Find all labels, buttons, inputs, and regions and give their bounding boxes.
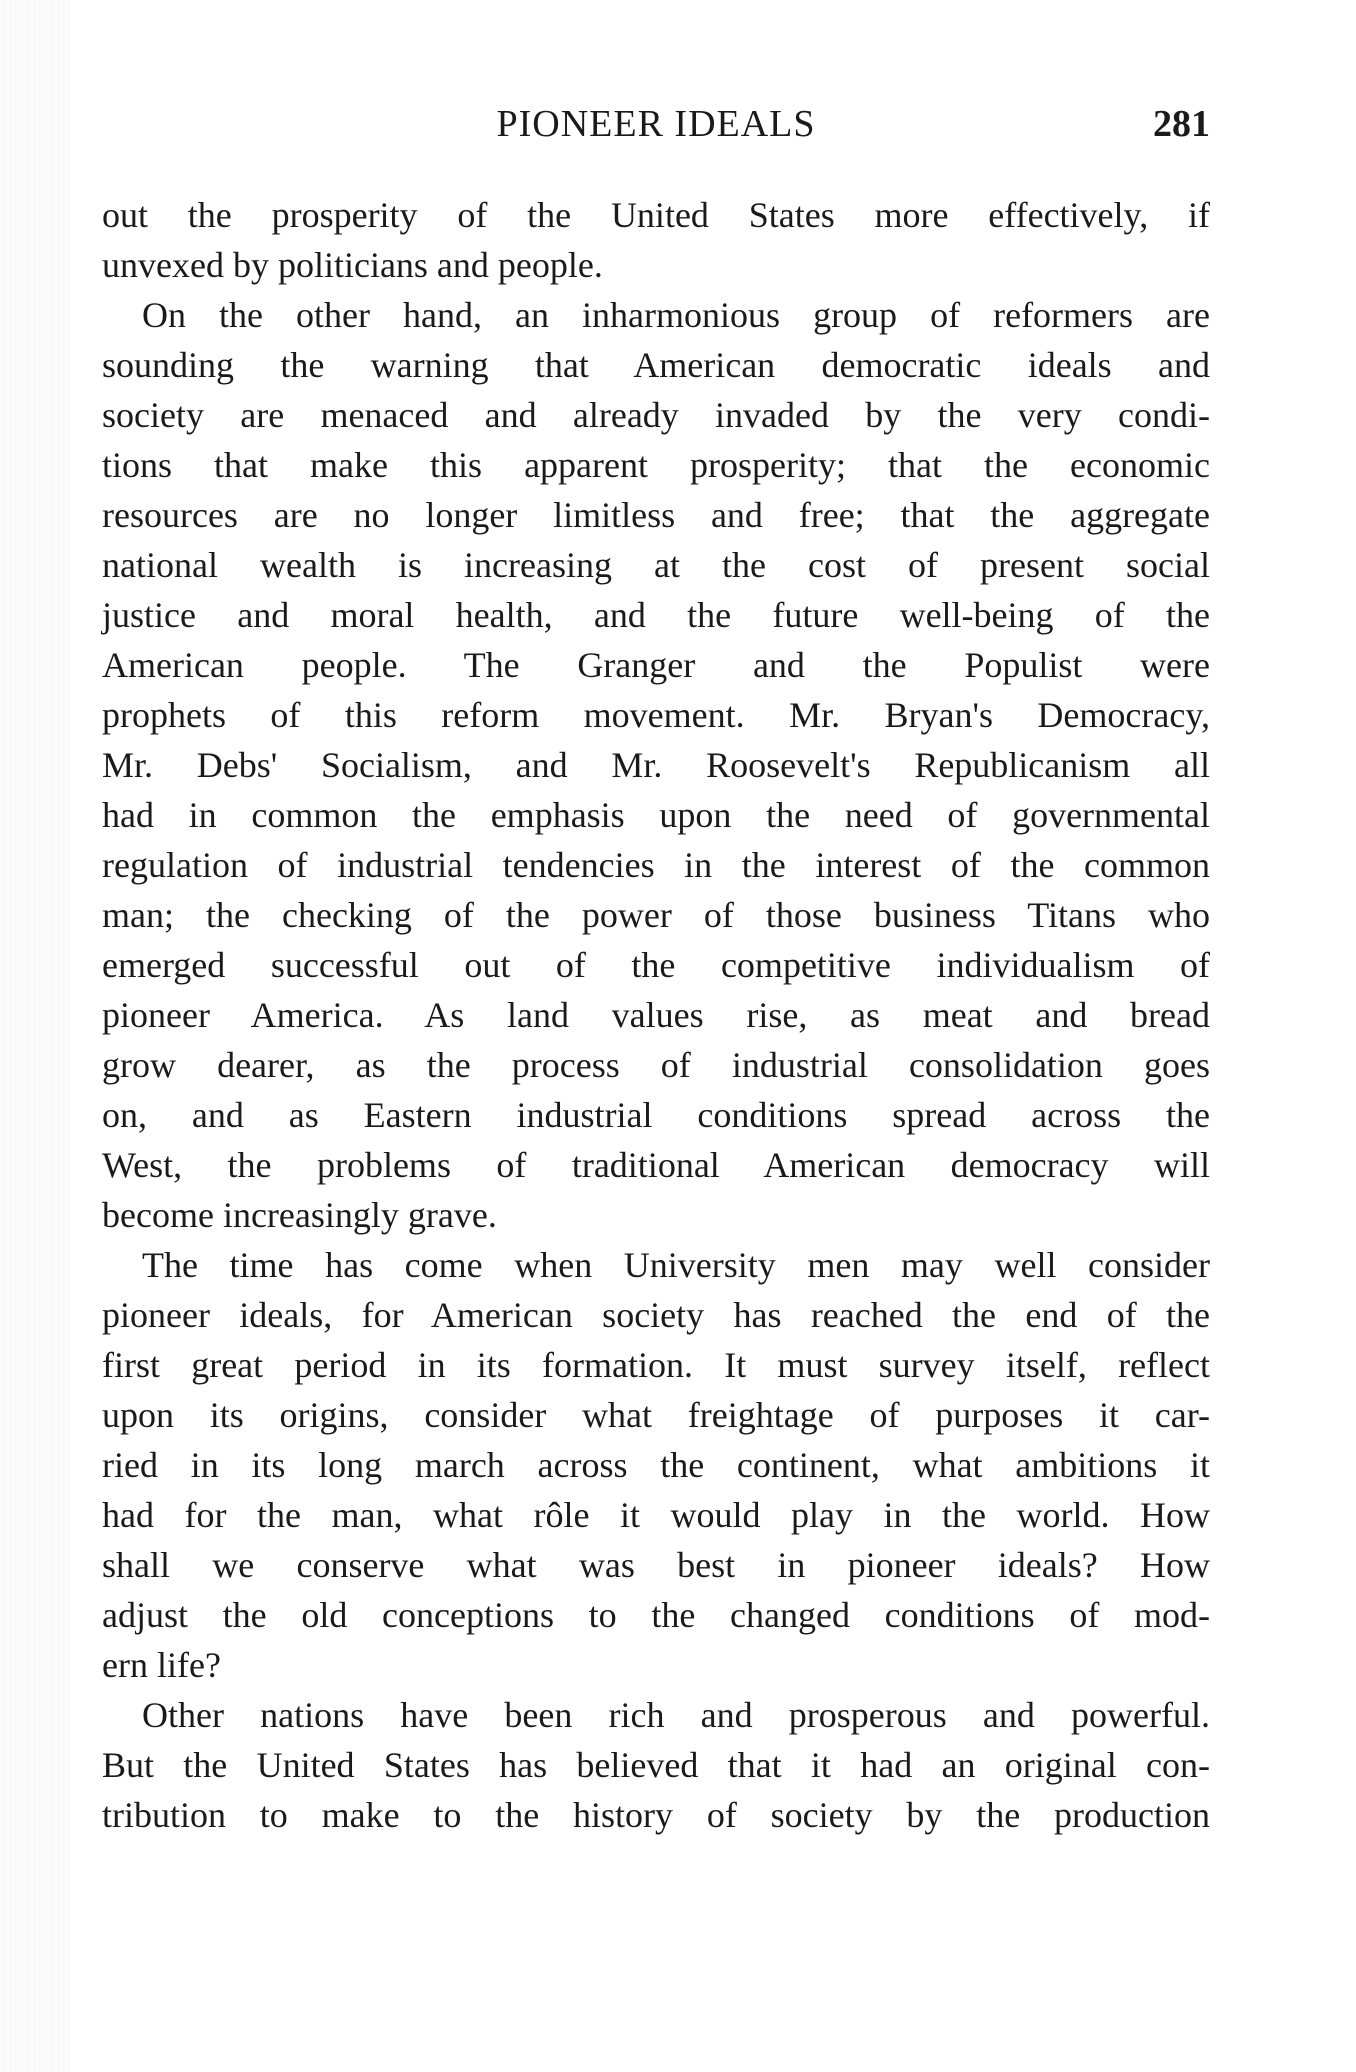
text-line: But the United States has believed that it had an original con- — [102, 1745, 1210, 1785]
page-gutter-shading — [0, 0, 70, 2072]
text-line: unvexed by politicians and people. — [102, 245, 603, 285]
text-line: The time has come when University men may well consider — [142, 1245, 1210, 1285]
page-number: 281 — [1153, 103, 1210, 145]
text-line: out the prosperity of the United States more effectively, if — [102, 195, 1210, 235]
text-line: grow dearer, as the process of industrial consolidation goes — [102, 1045, 1210, 1085]
text-line: man; the checking of the power of those business Titans who — [102, 895, 1210, 935]
text-line: first great period in its formation. It must survey itself, reflect — [102, 1345, 1210, 1385]
text-line: prophets of this reform movement. Mr. Bryan's Democracy, — [102, 695, 1210, 735]
text-line: Mr. Debs' Socialism, and Mr. Roosevelt's Republicanism all — [102, 745, 1210, 785]
text-line: regulation of industrial tendencies in the interest of the common — [102, 845, 1210, 885]
text-line: On the other hand, an inharmonious group of reformers are — [142, 295, 1210, 335]
text-line: tions that make this apparent prosperity; that the economic — [102, 445, 1210, 485]
text-line: adjust the old conceptions to the changed conditions of mod- — [102, 1595, 1210, 1635]
text-line: national wealth is increasing at the cost of present social — [102, 545, 1210, 585]
text-line: resources are no longer limitless and free; that the aggregate — [102, 495, 1210, 535]
text-line: society are menaced and already invaded by the very condi- — [102, 395, 1210, 435]
text-line: become increasingly grave. — [102, 1195, 497, 1235]
text-line: had in common the emphasis upon the need of governmental — [102, 795, 1210, 835]
text-line: had for the man, what rôle it would play in the world. How — [102, 1495, 1210, 1535]
text-line: American people. The Granger and the Populist were — [102, 645, 1210, 685]
text-line: justice and moral health, and the future well-being of the — [102, 595, 1210, 635]
text-line: ried in its long march across the continent, what ambitions it — [102, 1445, 1210, 1485]
body-text — [102, 190, 1210, 1840]
text-line: Other nations have been rich and prosperous and powerful. — [142, 1695, 1210, 1735]
text-line: on, and as Eastern industrial conditions spread across the — [102, 1095, 1210, 1135]
text-line: West, the problems of traditional American democracy will — [102, 1145, 1210, 1185]
text-line: pioneer America. As land values rise, as meat and bread — [102, 995, 1210, 1035]
text-line: tribution to make to the history of society by the production — [102, 1795, 1210, 1835]
text-line: pioneer ideals, for American society has reached the end of the — [102, 1295, 1210, 1335]
text-line: shall we conserve what was best in pioneer ideals? How — [102, 1545, 1210, 1585]
text-line: upon its origins, consider what freightage of purposes it car- — [102, 1395, 1210, 1435]
text-line: ern life? — [102, 1645, 221, 1685]
running-title: PIONEER IDEALS — [496, 103, 816, 145]
running-head — [102, 96, 1210, 156]
text-line: emerged successful out of the competitive individualism of — [102, 945, 1210, 985]
text-line: sounding the warning that American democratic ideals and — [102, 345, 1210, 385]
